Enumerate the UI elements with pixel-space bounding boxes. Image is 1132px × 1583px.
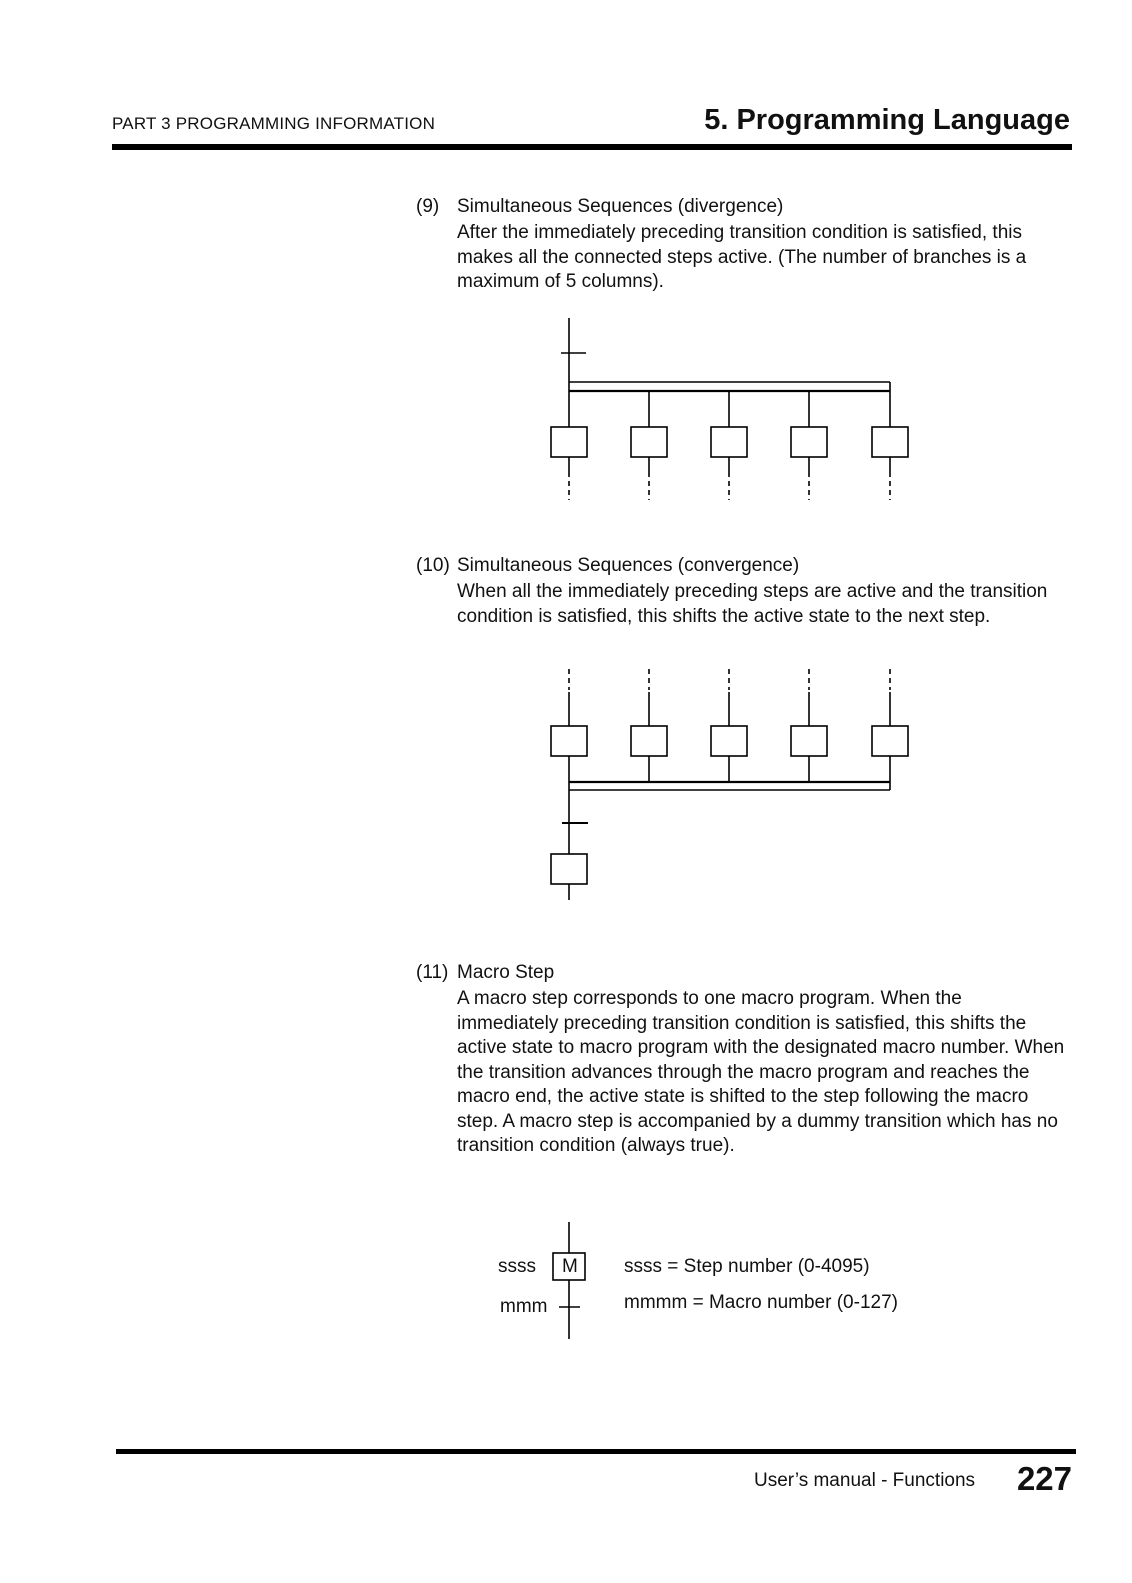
macro-legend-step: ssss = Step number (0-4095) — [624, 1256, 870, 1277]
section-10-number: (10) — [416, 555, 450, 576]
macro-box-label: M — [562, 1256, 578, 1277]
section-9-title: Simultaneous Sequences (divergence) — [457, 196, 784, 217]
section-11-body: A macro step corresponds to one macro program. When the immediately preceding transition condition is satisfied, this shifts the active state to macro program with the designated macro number. When the transition advances through the macro program and reaches the macro end, the active state is shifted to the step following the macro step. A macro step is accompanied by a dummy transition which has no transition condition (always true). — [457, 988, 1065, 1156]
macro-transition-label: mmm — [500, 1296, 548, 1317]
running-header-chapter: 5. Programming Language — [704, 104, 1070, 136]
section-9-number: (9) — [416, 196, 440, 217]
macro-step-number-label: ssss — [498, 1256, 536, 1277]
section-9-body: After the immediately preceding transition condition is satisfied, this makes all the connected steps active. (The number of branches is a maximum of 5 columns). — [457, 222, 1027, 292]
section-10-title: Simultaneous Sequences (convergence) — [457, 555, 800, 576]
footer-rule — [116, 1449, 1076, 1454]
macro-step-diagram — [553, 1222, 585, 1339]
section-11-title: Macro Step — [457, 962, 555, 983]
page-number: 227 — [1016, 1460, 1072, 1497]
divergence-diagram — [551, 318, 908, 500]
convergence-diagram — [551, 669, 908, 900]
running-header-part: PART 3 PROGRAMMING INFORMATION — [112, 114, 436, 133]
footer-title: User’s manual - Functions — [754, 1470, 976, 1491]
section-11-number: (11) — [416, 962, 449, 983]
macro-legend-macro: mmmm = Macro number (0-127) — [624, 1292, 898, 1313]
section-10-body: When all the immediately preceding steps are active and the transition condition is satisfied, this shifts the active state to the next step. — [457, 581, 1048, 627]
